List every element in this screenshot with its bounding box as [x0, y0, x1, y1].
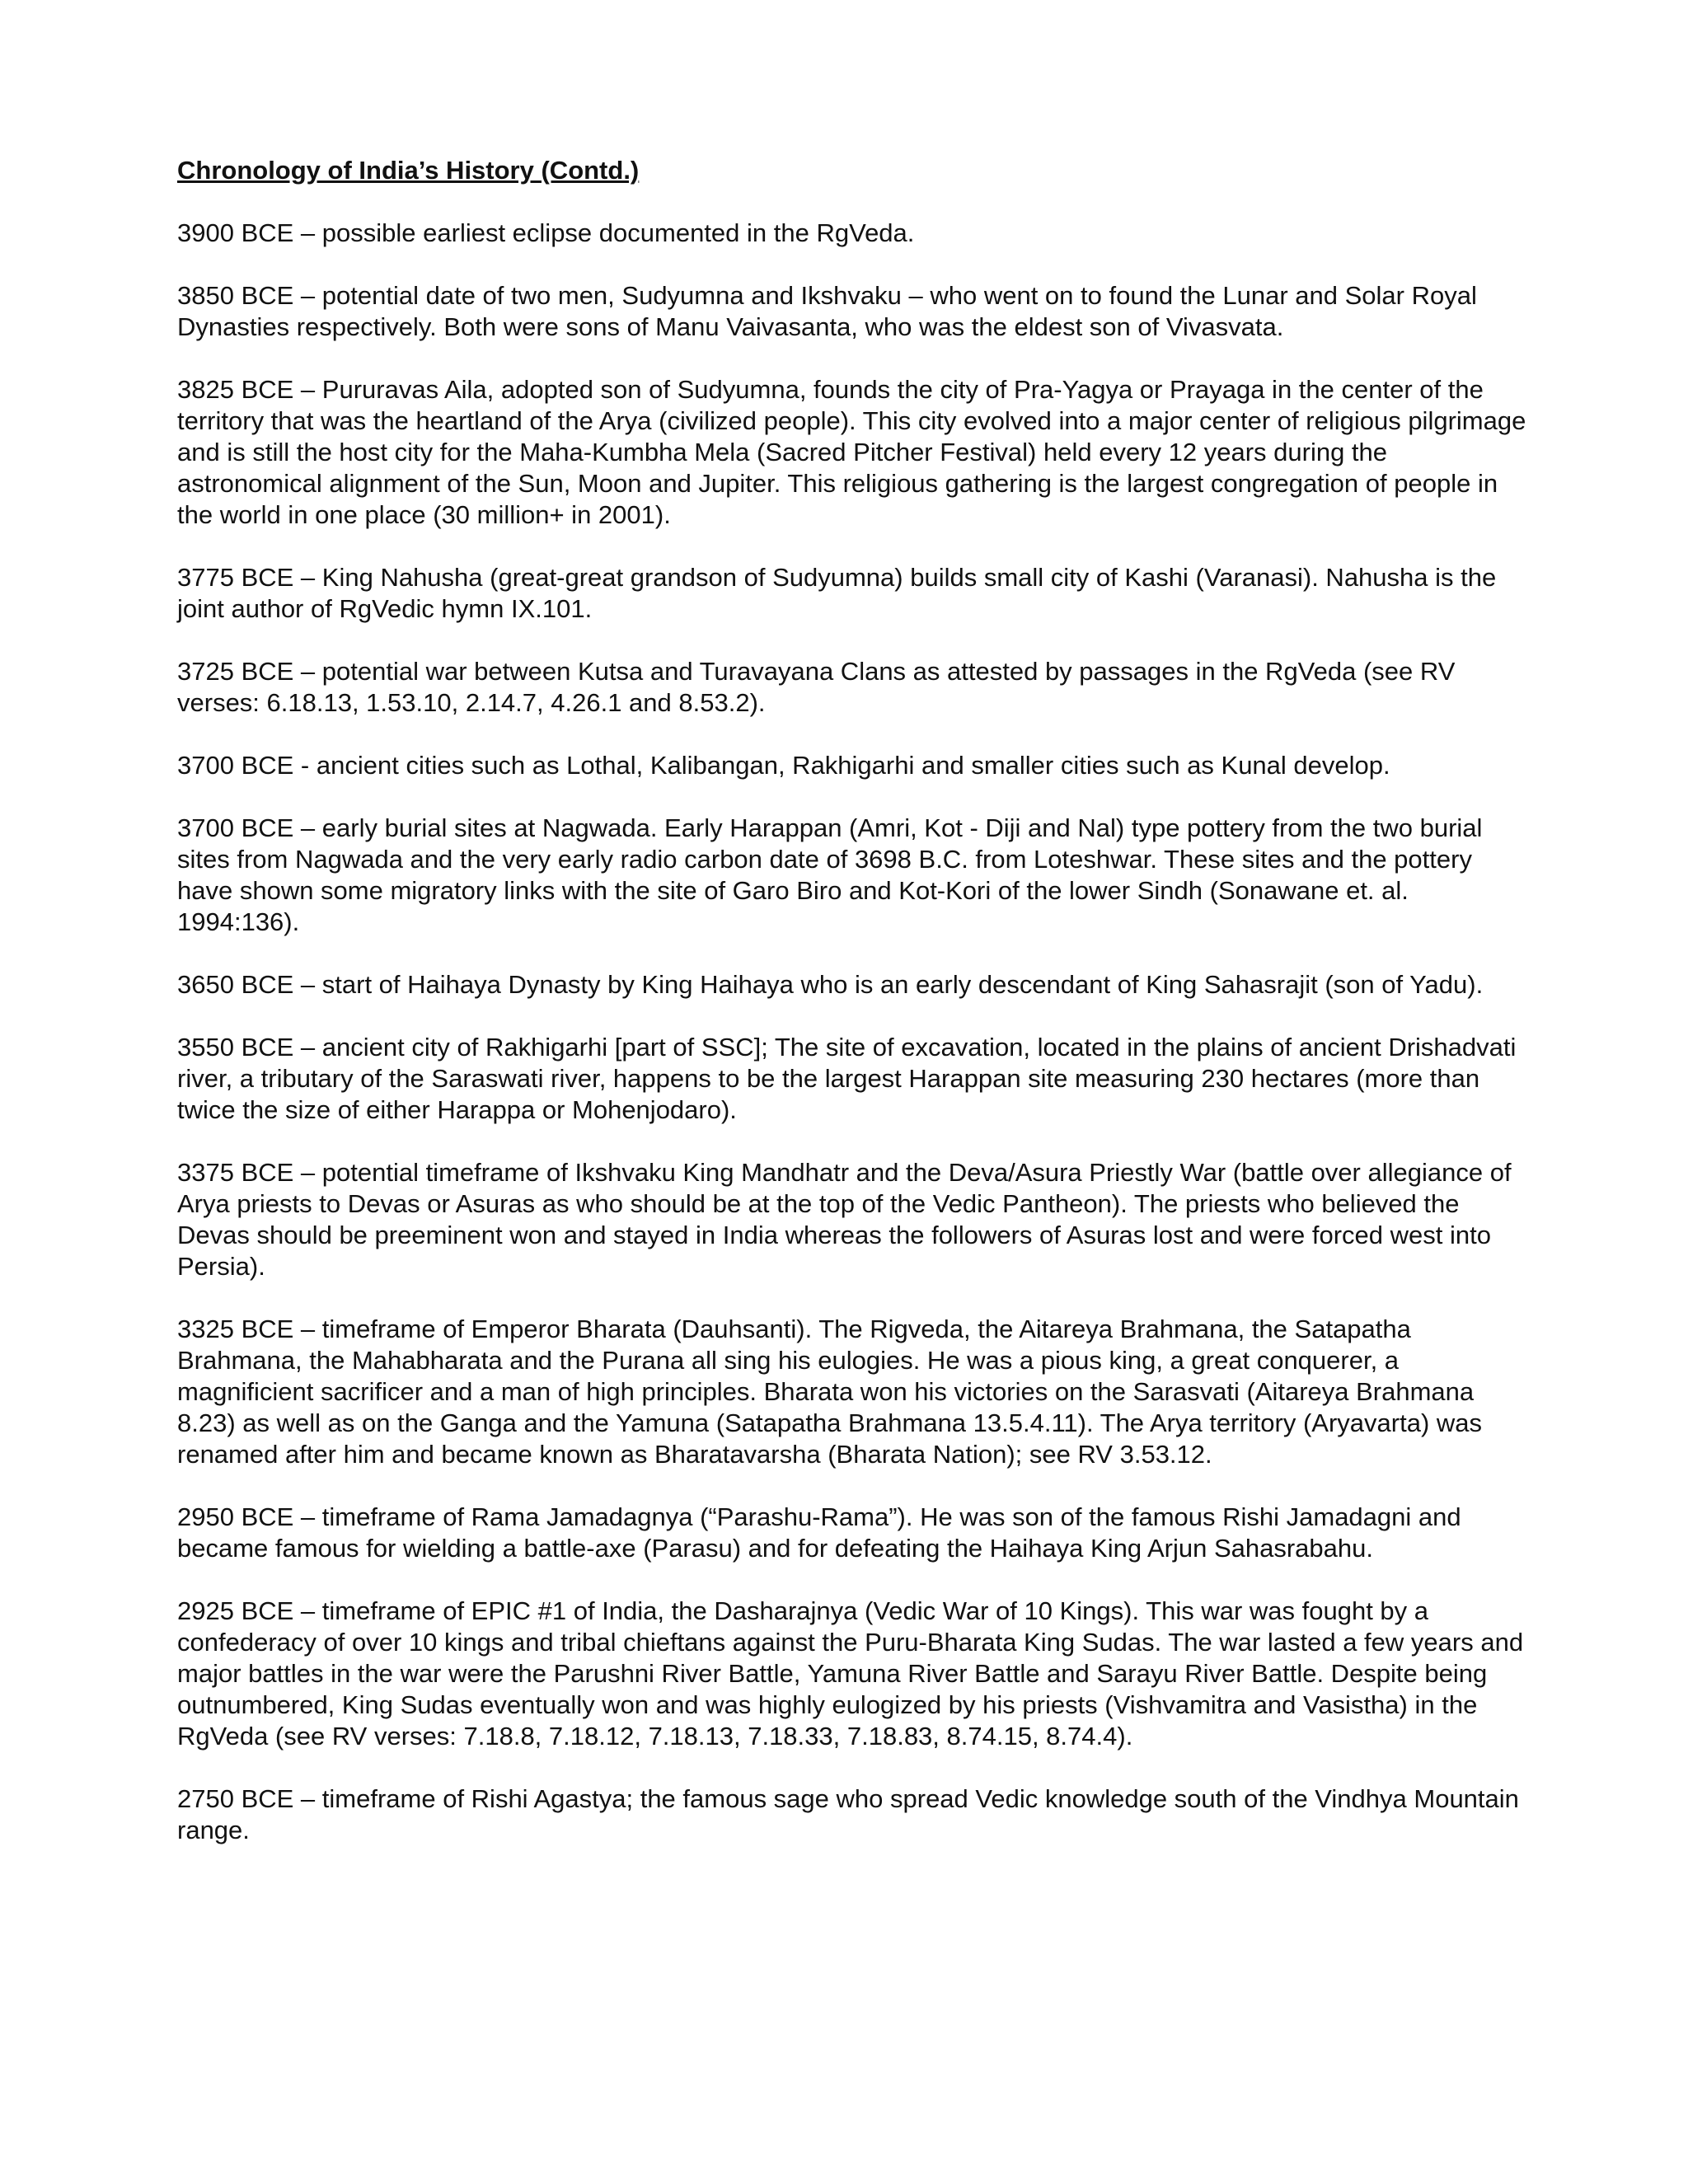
chronology-entry: 2925 BCE – timeframe of EPIC #1 of India, the Dasharajnya (Vedic War of 10 Kings). This war was fought by a confederacy of over 10 kings and tribal chieftans against the Puru-Bharata King Sudas. The war lasted a few years and major battles in the war were the Parushni River Battle, Yamuna River Battle and Sarayu River Battle. Despite being outnumbered, King Sudas eventually won and was highly eulogized by his priests (Vishvamitra and Vasistha) in the RgVeda (see RV verses: 7.18.8, 7.18.12, 7.18.13, 7.18.33, 7.18.83, 8.74.15, 8.74.4).	[177, 1596, 1524, 1750]
document-page	[177, 155, 1529, 1877]
chronology-entry: 3825 BCE – Pururavas Aila, adopted son of Sudyumna, founds the city of Pra-Yagya or Prayaga in the center of the territory that was the heartland of the Arya (civilized people). This city evolved into a major center of religious pilgrimage and is still the host city for the Maha-Kumbha Mela (Sacred Pitcher Festival) held every 12 years during the astronomical alignment of the Sun, Moon and Jupiter. This religious gathering is the largest congregation of people in the world in one place (30 million+ in 2001).	[177, 375, 1526, 529]
document-title: Chronology of India’s History (Contd.)	[177, 156, 640, 185]
chronology-entry: 3550 BCE – ancient city of Rakhigarhi [part of SSC]; The site of excavation, located in the plains of ancient Drishadvati river, a tributary of the Saraswati river, happens to be the largest Harappan site measuring 230 hectares (more than twice the size of either Harappa or Mohenjodaro).	[177, 1033, 1517, 1124]
chronology-entry: 2950 BCE – timeframe of Rama Jamadagnya (“Parashu-Rama”). He was son of the famous Rishi Jamadagni and became famous for wielding a battle-axe (Parasu) and for defeating the Haihaya King Arjun Sahasrabahu.	[177, 1502, 1461, 1563]
chronology-entry: 3650 BCE – start of Haihaya Dynasty by King Haihaya who is an early descendant of King Sahasrajit (son of Yadu).	[177, 970, 1484, 999]
chronology-entry: 3725 BCE – potential war between Kutsa and Turavayana Clans as attested by passages in the RgVeda (see RV verses: 6.18.13, 1.53.10, 2.14.7, 4.26.1 and 8.53.2).	[177, 657, 1456, 717]
chronology-entry: 2750 BCE – timeframe of Rishi Agastya; the famous sage who spread Vedic knowledge south of the Vindhya Mountain range.	[177, 1784, 1519, 1844]
chronology-entry: 3775 BCE – King Nahusha (great-great grandson of Sudyumna) builds small city of Kashi (Varanasi). Nahusha is the joint author of RgVedic hymn IX.101.	[177, 563, 1497, 623]
chronology-entry: 3700 BCE – early burial sites at Nagwada. Early Harappan (Amri, Kot - Diji and Nal) type pottery from the two burial sites from Nagwada and the very early radio carbon date of 3698 B.C. from Loteshwar. These sites and the pottery have shown some migratory links with the site of Garo Biro and Kot-Kori of the lower Sindh (Sonawane et. al. 1994:136).	[177, 813, 1483, 936]
chronology-entry: 3375 BCE – potential timeframe of Ikshvaku King Mandhatr and the Deva/Asura Priestly War (battle over allegiance of Arya priests to Devas or Asuras as who should be at the top of the Vedic Pantheon). The priests who believed the Devas should be preeminent won and stayed in India whereas the followers of Asuras lost and were forced west into Persia).	[177, 1158, 1512, 1281]
chronology-entry: 3700 BCE - ancient cities such as Lothal, Kalibangan, Rakhigarhi and smaller cities such as Kunal develop.	[177, 751, 1390, 780]
chronology-entry: 3850 BCE – potential date of two men, Sudyumna and Ikshvaku – who went on to found the Lunar and Solar Royal Dynasties respectively. Both were sons of Manu Vaivasanta, who was the eldest son of Vivasvata.	[177, 281, 1477, 341]
chronology-entry: 3325 BCE – timeframe of Emperor Bharata (Dauhsanti). The Rigveda, the Aitareya Brahmana, the Satapatha Brahmana, the Mahabharata and the Purana all sing his eulogies. He was a pious king, a great conquerer, a magnificient sacrificer and a man of high principles. Bharata won his victories on the Sarasvati (Aitareya Brahmana 8.23) as well as on the Ganga and the Yamuna (Satapatha Brahmana 13.5.4.11). The Arya territory (Aryavarta) was renamed after him and became known as Bharatavarsha (Bharata Nation); see RV 3.53.12.	[177, 1315, 1483, 1469]
chronology-entry: 3900 BCE – possible earliest eclipse documented in the RgVeda.	[177, 218, 915, 247]
